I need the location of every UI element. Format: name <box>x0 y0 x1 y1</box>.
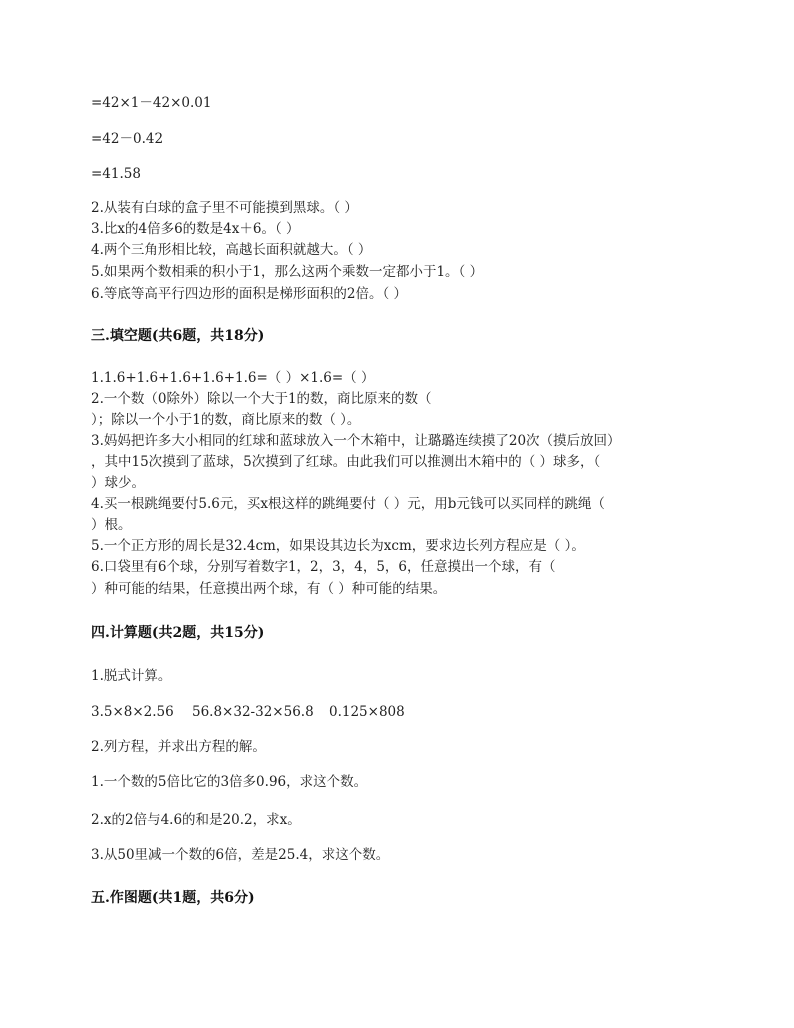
fill-blank-line-9: 5.一个正方形的周长是32.4cm，如果设其边长为xcm，要求边长列方程应是（ ）。 <box>91 538 585 554</box>
fill-blank-line-8: ）根。 <box>91 517 132 533</box>
calc-expression-2: 56.8×32-32×56.8 <box>192 704 314 720</box>
solution-step-2: =42－0.42 <box>91 131 164 147</box>
section-3-heading: 三.填空题(共6题，共18分) <box>91 328 265 344</box>
fill-blank-line-7: 4.买一根跳绳要付5.6元，买x根这样的跳绳要付（ ）元，用b元钱可以买同样的跳绳（ <box>91 496 605 512</box>
calc-q2-label: 2.列方程，并求出方程的解。 <box>91 739 266 755</box>
solution-step-1: =42×1－42×0.01 <box>91 95 212 111</box>
judgement-item-6: 6.等底等高平行四边形的面积是梯形面积的2倍。（ ） <box>91 286 408 302</box>
calc-expression-3: 0.125×808 <box>329 704 405 720</box>
solution-step-3: =41.58 <box>91 166 141 182</box>
fill-blank-line-4: 3.妈妈把许多大小相同的红球和蓝球放入一个木箱中，让璐璐连续摸了20次（摸后放回） <box>91 433 621 449</box>
fill-blank-line-1: 1.1.6+1.6+1.6+1.6+1.6=（ ）×1.6=（ ） <box>91 370 375 386</box>
equation-item-1: 1.一个数的5倍比它的3倍多0.96，求这个数。 <box>91 774 368 790</box>
fill-blank-line-10: 6.口袋里有6个球，分别写着数字1，2，3，4，5，6，任意摸出一个球，有（ <box>91 559 556 575</box>
equation-item-2: 2.x的2倍与4.6的和是20.2，求x。 <box>91 812 301 828</box>
judgement-item-2: 2.从装有白球的盒子里不可能摸到黑球。（ ） <box>91 200 358 216</box>
fill-blank-line-11: ）种可能的结果，任意摸出两个球，有（ ）种可能的结果。 <box>91 581 447 597</box>
fill-blank-line-5: ，其中15次摸到了蓝球，5次摸到了红球。由此我们可以推测出木箱中的（ ）球多，（ <box>91 454 601 470</box>
judgement-item-3: 3.比x的4倍多6的数是4x＋6。（ ） <box>91 221 300 237</box>
fill-blank-line-2: 2.一个数（0除外）除以一个大于1的数，商比原来的数（ <box>91 391 432 407</box>
section-5-heading: 五.作图题(共1题，共6分) <box>91 890 255 906</box>
calc-expression-1: 3.5×8×2.56 <box>91 704 174 720</box>
section-4-heading: 四.计算题(共2题，共15分) <box>91 625 265 641</box>
equation-item-3: 3.从50里减一个数的6倍，差是25.4，求这个数。 <box>91 847 390 863</box>
judgement-item-4: 4.两个三角形相比较，高越长面积就越大。（ ） <box>91 242 372 258</box>
calc-q1-expressions <box>91 703 405 721</box>
judgement-item-5: 5.如果两个数相乘的积小于1，那么这两个乘数一定都小于1。（ ） <box>91 264 484 280</box>
fill-blank-line-3: ）；除以一个小于1的数，商比原来的数（ ）。 <box>91 412 361 428</box>
fill-blank-line-6: ）球少。 <box>91 475 145 491</box>
calc-q1-label: 1.脱式计算。 <box>91 668 172 684</box>
